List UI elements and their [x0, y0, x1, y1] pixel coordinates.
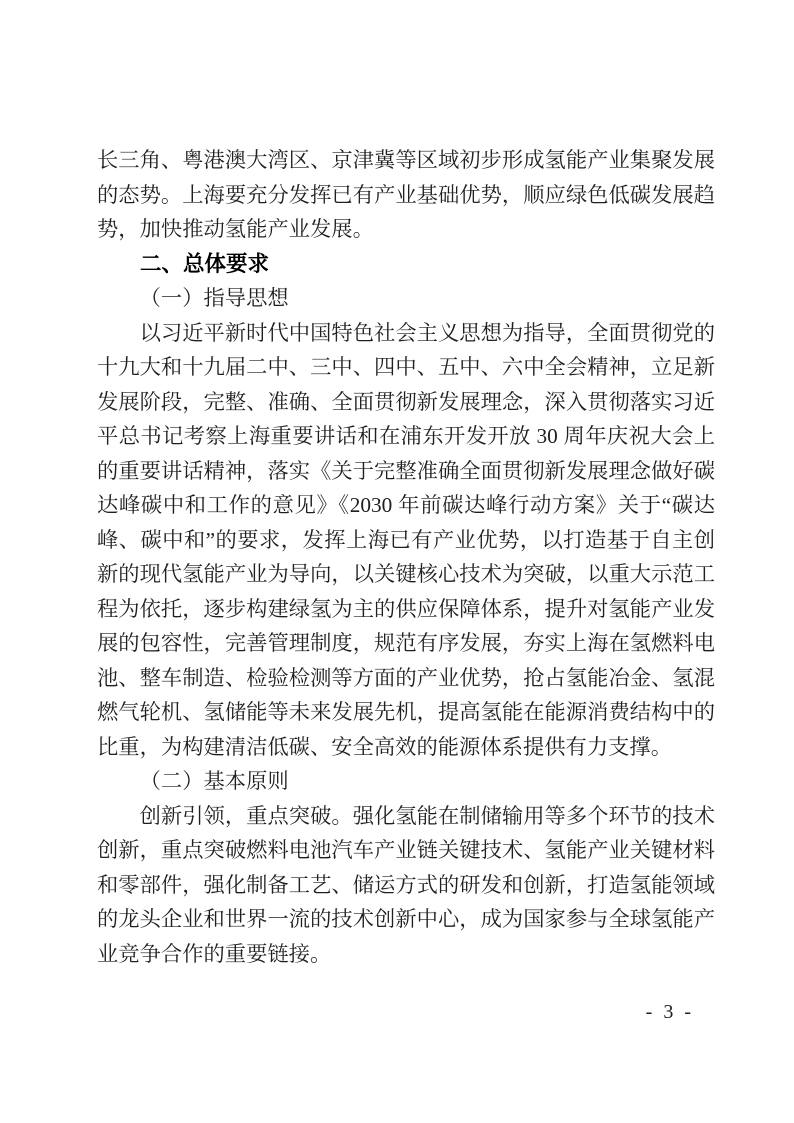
- subsection-heading-basic-principles: （二）基本原则: [139, 769, 289, 793]
- paragraph-basic-principles: 创新引领，重点突破。强化氢能在制储输用等多个环节的技术创新，重点突破燃料电池汽车产业链关键技术、氢能产业关键材料和零部件，强化制备工艺、储运方式的研发和创新，打造氢能领域的龙头企业和世界一流的技术创新中心，成为国家参与全球氢能产业竞争合作的重要链接。: [97, 803, 715, 966]
- page-number: - 3 -: [645, 1001, 694, 1023]
- paragraph-guiding-ideology: 以习近平新时代中国特色社会主义思想为指导，全面贯彻党的十九大和十九届二中、三中、四中、五中、六中全会精神，立足新发展阶段，完整、准确、全面贯彻新发展理念，深入贯彻落实习近平总书记考察上海重要讲话和在浦东开发开放 30 周年庆祝大会上的重要讲话精神，落实《关于完整准确全面贯彻新发展理念做好碳达峰碳中和工作的意见》《2030 年前碳达峰行动方案》关于“碳达峰、碳中和”的要求，发挥上海已有产业优势，以打造基于自主创新的现代氢能产业为导向，以关键核心技术为突破，以重大示范工程为依托，逐步构建绿氢为主的供应保障体系，提升对氢能产业发展的包容性，完善管理制度，规范有序发展，夯实上海在氢燃料电池、整车制造、检验检测等方面的产业优势，抢占氢能冶金、氢混燃气轮机、氢储能等未来发展先机，提高氢能在能源消费结构中的比重，为构建清洁低碳、安全高效的能源体系提供有力支撑。: [97, 320, 715, 759]
- subsection-heading-guiding-ideology: （一）指导思想: [139, 286, 289, 310]
- section-heading-overall-requirements: 二、总体要求: [140, 251, 270, 276]
- document-body: [97, 143, 715, 971]
- paragraph-intro-continued: 长三角、粤港澳大湾区、京津冀等区域初步形成氢能产业集聚发展的态势。上海要充分发挥已有产业基础优势，顺应绿色低碳发展趋势，加快推动氢能产业发展。: [97, 148, 715, 241]
